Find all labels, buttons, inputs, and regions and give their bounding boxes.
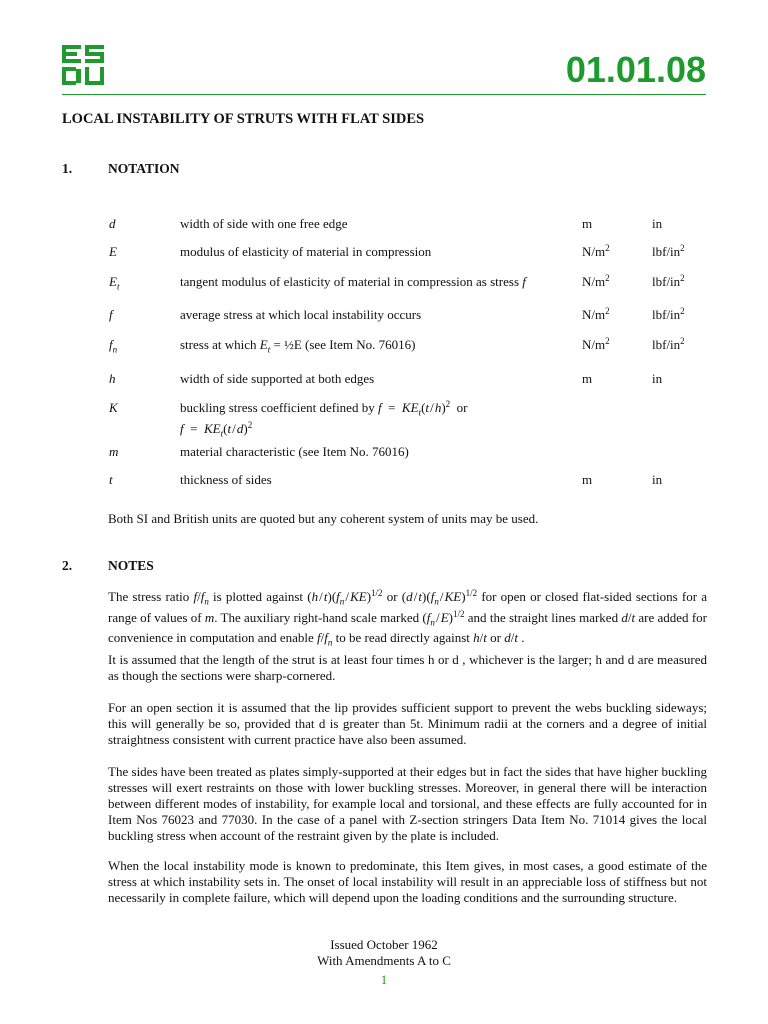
- notes-paragraph-2: It is assumed that the length of the strut is at least four times h or d , whichever is the larger; h and d are measured as though the sections were sharp-cornered.: [108, 652, 707, 683]
- notes-paragraph-4: The sides have been treated as plates simply-supported at their edges but in fact the sides that have higher buckling stresses will exert restraints on those with lower buckling stresses. Moreover, in general there will be interaction between different modes of instability, for example local and torsional, and these effects are fully accounted for in Item Nos 76023 and 77030. In the case of a panel with Z-section stringers Data Item No. 71014 gives the local buckling stress when account of the restraint given by the plate is included.: [108, 764, 707, 843]
- notes-paragraph-3: For an open section it is assumed that the lip provides sufficient support to prevent the webs buckling sideways; this will generally be so, provided that d is greater than 5t. Minimum radii at the corners and a degree of initial straightness consistent with current practice have also been assumed.: [108, 700, 707, 747]
- units-note: Both SI and British units are quoted but any coherent system of units may be used.: [108, 511, 539, 526]
- page-number: 1: [380, 972, 388, 987]
- header-rule: [62, 94, 706, 95]
- document-number: 01.01.08: [565, 49, 706, 90]
- notes-paragraph-1: The stress ratio $f/f_n$ is plotted against (h / $t)(f_n$ / KE)$^{1/2}$ or (d / $t)(f_n$ / KE)$^{1/2}$ for open or closed flat-sided sections for a range of values of m. The auxiliary right-hand scale marked ($f_n$ / E)$^{1/2}$ and the straight lines marked d/t are added for convenience in computation and enable $f/f_n$ to be read directly against h/t or d/t .: [108, 588, 707, 648]
- esdu-logo: [62, 45, 104, 85]
- section-heading-notation: 1. NOTATION: [62, 161, 180, 176]
- notes-paragraph-5: When the local instability mode is known to predominate, this Item gives, in most cases, a good estimate of the stress at which instability sets in. The onset of local instability will result in an appreciable loss of stiffness but not necessarily in complete failure, which will depend upon the loading conditions and the surrounding structure.: [108, 858, 707, 905]
- amendments: With Amendments A to C: [317, 953, 451, 968]
- document-title: LOCAL INSTABILITY OF STRUTS WITH FLAT SIDES: [62, 111, 425, 127]
- section-heading-notes: 2. NOTES: [62, 558, 154, 573]
- issued-date: Issued October 1962: [330, 937, 438, 952]
